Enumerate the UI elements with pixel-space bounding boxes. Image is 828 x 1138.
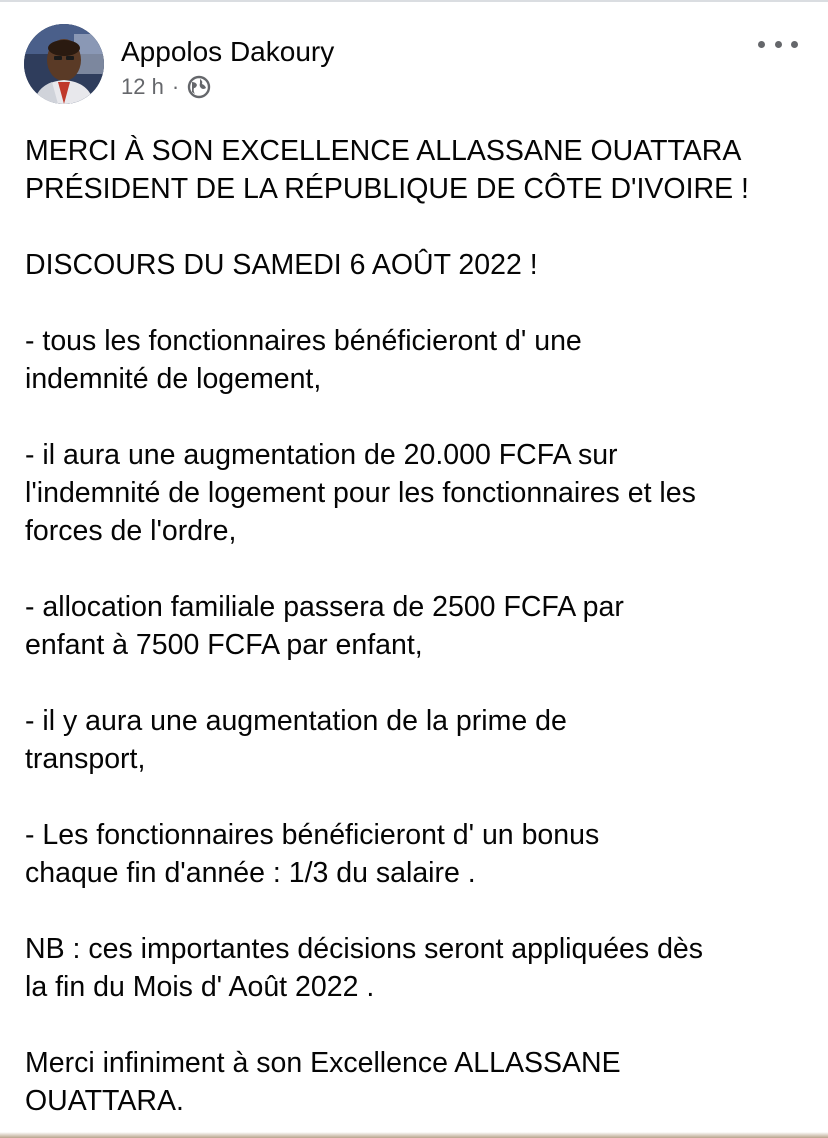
- post-paragraph: MERCI À SON EXCELLENCE ALLASSANE OUATTARA PRÉSIDENT DE LA RÉPUBLIQUE DE CÔTE D'IVOIRE !: [25, 135, 749, 205]
- post-paragraph: Merci infiniment à son Excellence ALLASSANE OUATTARA.: [25, 1047, 621, 1117]
- author-name[interactable]: Appolos Dakoury: [121, 36, 335, 67]
- more-options-icon[interactable]: [758, 34, 798, 54]
- globe-icon[interactable]: [187, 75, 211, 99]
- post-text: [25, 132, 815, 1138]
- author-avatar[interactable]: [24, 24, 104, 104]
- post-paragraph: - Les fonctionnaires bénéficieront d' un bonus chaque fin d'année : 1/3 du salaire .: [25, 819, 600, 889]
- post-meta: [121, 74, 211, 100]
- post-paragraph: NB : ces importantes décisions seront appliquées dès la fin du Mois d' Août 2022 .: [25, 933, 704, 1003]
- post-paragraph: - tous les fonctionnaires bénéficieront d' une indemnité de logement,: [25, 325, 582, 395]
- post-timestamp[interactable]: 12 h: [121, 74, 164, 99]
- dot-icon: [758, 41, 765, 48]
- post-header: [0, 0, 828, 110]
- post-paragraph: - allocation familiale passera de 2500 FCFA par enfant à 7500 FCFA par enfant,: [25, 591, 624, 661]
- post-paragraph: DISCOURS DU SAMEDI 6 AOÛT 2022 !: [25, 249, 538, 281]
- meta-separator: ·: [171, 74, 180, 99]
- dot-icon: [775, 41, 782, 48]
- avatar-photo: [24, 24, 104, 104]
- post-paragraph: - il y aura une augmentation de la prime de transport,: [25, 705, 567, 775]
- dot-icon: [791, 41, 798, 48]
- bottom-edge: [0, 1132, 828, 1138]
- post-paragraph: - il aura une augmentation de 20.000 FCFA sur l'indemnité de logement pour les fonctionnaires et les forces de l'ordre,: [25, 439, 696, 547]
